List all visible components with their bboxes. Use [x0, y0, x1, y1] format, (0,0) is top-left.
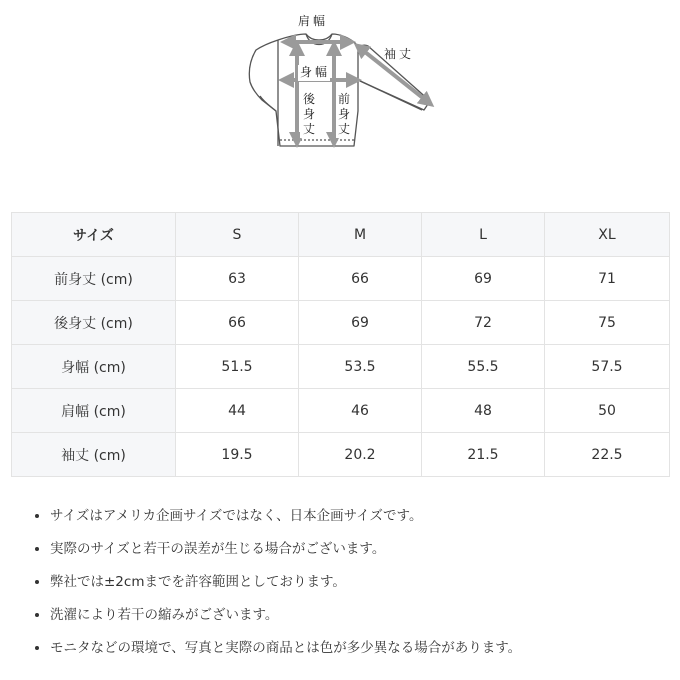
header-m: M [299, 213, 422, 257]
table-cell: 63 [176, 257, 299, 301]
table-row [12, 257, 670, 301]
note-item: • 実際のサイズと若干の誤差が生じる場合がございます。 [50, 533, 680, 566]
label-sleeve: 袖丈 [384, 47, 415, 61]
label-back-length-2: 身 [303, 107, 316, 121]
note-item: • 弊社では±2cmまでを許容範囲としております。 [50, 566, 680, 599]
table-cell: 71 [545, 257, 670, 301]
table-cell: 69 [299, 301, 422, 345]
table-cell: 57.5 [545, 345, 670, 389]
notes-list [30, 500, 680, 665]
row-label: 肩幅 (cm) [12, 389, 176, 433]
table-cell: 72 [422, 301, 545, 345]
table-cell: 50 [545, 389, 670, 433]
label-front-length-2: 身 [338, 107, 351, 121]
table-cell: 75 [545, 301, 670, 345]
table-cell: 53.5 [299, 345, 422, 389]
table-cell: 51.5 [176, 345, 299, 389]
table-row [12, 345, 670, 389]
table-cell: 21.5 [422, 433, 545, 477]
table-header-row [12, 213, 670, 257]
row-label: 身幅 (cm) [12, 345, 176, 389]
table-cell: 46 [299, 389, 422, 433]
table-cell: 55.5 [422, 345, 545, 389]
table-row [12, 433, 670, 477]
label-front-length-3: 丈 [338, 122, 351, 136]
label-back-length-1: 後 [303, 92, 316, 106]
header-size: サイズ [12, 213, 176, 257]
table-row [12, 301, 670, 345]
size-diagram [232, 8, 448, 156]
table-cell: 19.5 [176, 433, 299, 477]
label-shoulder: 肩幅 [298, 14, 329, 28]
table-cell: 22.5 [545, 433, 670, 477]
label-front-length-1: 前 [338, 92, 351, 106]
table-cell: 44 [176, 389, 299, 433]
row-label: 前身丈 (cm) [12, 257, 176, 301]
row-label: 後身丈 (cm) [12, 301, 176, 345]
table-row [12, 389, 670, 433]
header-s: S [176, 213, 299, 257]
table-cell: 69 [422, 257, 545, 301]
note-item: • モニタなどの環境で、写真と実際の商品とは色が多少異なる場合があります。 [50, 632, 680, 665]
table-cell: 66 [176, 301, 299, 345]
table-cell: 66 [299, 257, 422, 301]
header-xl: XL [545, 213, 670, 257]
header-l: L [422, 213, 545, 257]
table-cell: 20.2 [299, 433, 422, 477]
size-table [11, 212, 670, 477]
shirt-diagram [232, 8, 448, 156]
note-item: • 洗濯により若干の縮みがございます。 [50, 599, 680, 632]
table-cell: 48 [422, 389, 545, 433]
label-body-width: 身幅 [300, 65, 331, 79]
label-back-length-3: 丈 [303, 122, 316, 136]
row-label: 袖丈 (cm) [12, 433, 176, 477]
note-item: • サイズはアメリカ企画サイズではなく、日本企画サイズです。 [50, 500, 680, 533]
